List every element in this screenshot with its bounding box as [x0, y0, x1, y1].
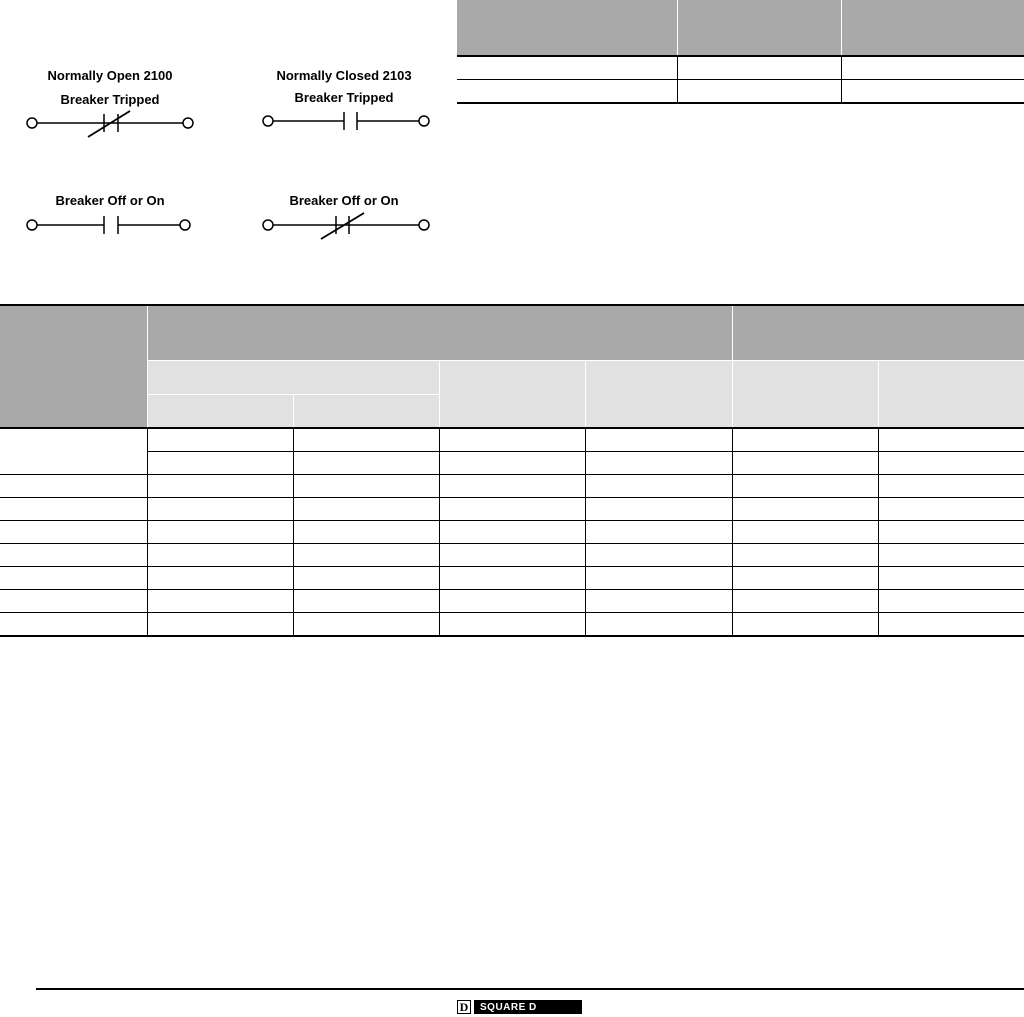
table-row [0, 567, 1024, 590]
table-cell [147, 475, 293, 498]
table-cell [439, 498, 585, 521]
table-row [0, 452, 1024, 475]
main-header-row-1 [0, 305, 1024, 361]
table-cell [293, 452, 439, 475]
table-cell [439, 613, 585, 637]
table-row [457, 56, 1024, 80]
table-cell [0, 428, 147, 475]
main-subheader-cell [732, 361, 878, 429]
table-cell [732, 452, 878, 475]
logo-d-box: D [457, 1000, 471, 1014]
table-cell [878, 521, 1024, 544]
table-cell [585, 613, 732, 637]
main-subheader-cell [585, 361, 732, 429]
table-cell [0, 498, 147, 521]
table-row [0, 544, 1024, 567]
main-header-group-right [732, 305, 1024, 361]
table-cell [293, 613, 439, 637]
footer-rule [36, 988, 1024, 990]
table-cell [0, 544, 147, 567]
table-cell [878, 613, 1024, 637]
main-header-group-left [147, 305, 732, 361]
table-cell [732, 521, 878, 544]
table-row [0, 498, 1024, 521]
table-cell [585, 521, 732, 544]
terminal-circle [180, 220, 190, 230]
contact-normally-open-tripped [27, 68, 193, 137]
contact-normally-closed-tripped [263, 68, 429, 130]
table-cell [293, 498, 439, 521]
table-cell [0, 475, 147, 498]
table-cell [293, 475, 439, 498]
table-row [457, 80, 1024, 104]
contact-4-label-1: Breaker Off or On [289, 193, 399, 208]
square-d-logo [457, 999, 582, 1015]
terminal-circle [419, 116, 429, 126]
table-cell [147, 428, 293, 452]
table-cell [457, 80, 677, 104]
table-cell [878, 544, 1024, 567]
contact-2-label-2: Breaker Tripped [294, 90, 394, 105]
table-cell [677, 56, 841, 80]
table-cell [841, 56, 1024, 80]
contact-diagram [18, 55, 446, 245]
terminal-circle [419, 220, 429, 230]
table-cell [732, 428, 878, 452]
table-cell [585, 498, 732, 521]
table-cell [732, 613, 878, 637]
main-table [0, 304, 1024, 637]
terminal-circle [183, 118, 193, 128]
table-cell [878, 498, 1024, 521]
table-cell [147, 590, 293, 613]
main-subheader-cell [439, 361, 585, 429]
spec-header-cell [677, 0, 841, 56]
main-subheader-cell [147, 395, 293, 429]
terminal-circle [27, 220, 37, 230]
main-subheader-span [147, 361, 439, 395]
table-row [0, 590, 1024, 613]
table-cell [293, 428, 439, 452]
main-header-row-2 [0, 361, 1024, 395]
table-cell [0, 521, 147, 544]
table-row [0, 475, 1024, 498]
table-cell [439, 567, 585, 590]
table-cell [147, 544, 293, 567]
table-row [0, 428, 1024, 452]
terminal-circle [27, 118, 37, 128]
table-cell [439, 428, 585, 452]
table-cell [878, 475, 1024, 498]
table-cell [0, 613, 147, 637]
contact-1-label-2: Breaker Tripped [60, 92, 160, 107]
logo-wordmark: SQUARE D [474, 1000, 582, 1014]
table-row [0, 613, 1024, 637]
table-cell [293, 544, 439, 567]
table-cell [677, 80, 841, 104]
table-cell [439, 544, 585, 567]
table-cell [732, 475, 878, 498]
table-cell [878, 428, 1024, 452]
table-cell [732, 544, 878, 567]
contact-breaker-off-on-closed [263, 193, 429, 239]
table-cell [147, 452, 293, 475]
table-cell [585, 428, 732, 452]
contact-slash [88, 111, 130, 137]
table-cell [585, 567, 732, 590]
table-cell [293, 590, 439, 613]
table-cell [878, 452, 1024, 475]
table-cell [585, 452, 732, 475]
terminal-circle [263, 116, 273, 126]
table-cell [147, 613, 293, 637]
table-cell [841, 80, 1024, 104]
contact-breaker-off-on-open [27, 193, 190, 234]
table-row [0, 521, 1024, 544]
table-cell [0, 567, 147, 590]
table-cell [878, 590, 1024, 613]
contact-2-label-1: Normally Closed 2103 [276, 68, 412, 83]
table-cell [585, 475, 732, 498]
table-cell [293, 567, 439, 590]
contact-1-label-1: Normally Open 2100 [47, 68, 173, 83]
table-cell [439, 475, 585, 498]
table-cell [732, 567, 878, 590]
main-header-first-column [0, 305, 147, 428]
table-cell [439, 590, 585, 613]
table-cell [732, 498, 878, 521]
table-cell [439, 521, 585, 544]
main-subheader-cell [878, 361, 1024, 429]
contact-slash [321, 213, 364, 239]
table-cell [293, 521, 439, 544]
spec-table-header-row [457, 0, 1024, 56]
table-cell [878, 567, 1024, 590]
table-cell [147, 567, 293, 590]
table-cell [147, 498, 293, 521]
spec-table [457, 0, 1024, 104]
table-cell [457, 56, 677, 80]
terminal-circle [263, 220, 273, 230]
contact-diagram-svg [18, 55, 446, 245]
contact-3-label-1: Breaker Off or On [55, 193, 165, 208]
main-subheader-cell [293, 395, 439, 429]
table-cell [585, 590, 732, 613]
spec-header-cell [457, 0, 677, 56]
spec-header-cell [841, 0, 1024, 56]
table-cell [732, 590, 878, 613]
table-cell [147, 521, 293, 544]
table-cell [0, 590, 147, 613]
table-cell [585, 544, 732, 567]
table-cell [439, 452, 585, 475]
